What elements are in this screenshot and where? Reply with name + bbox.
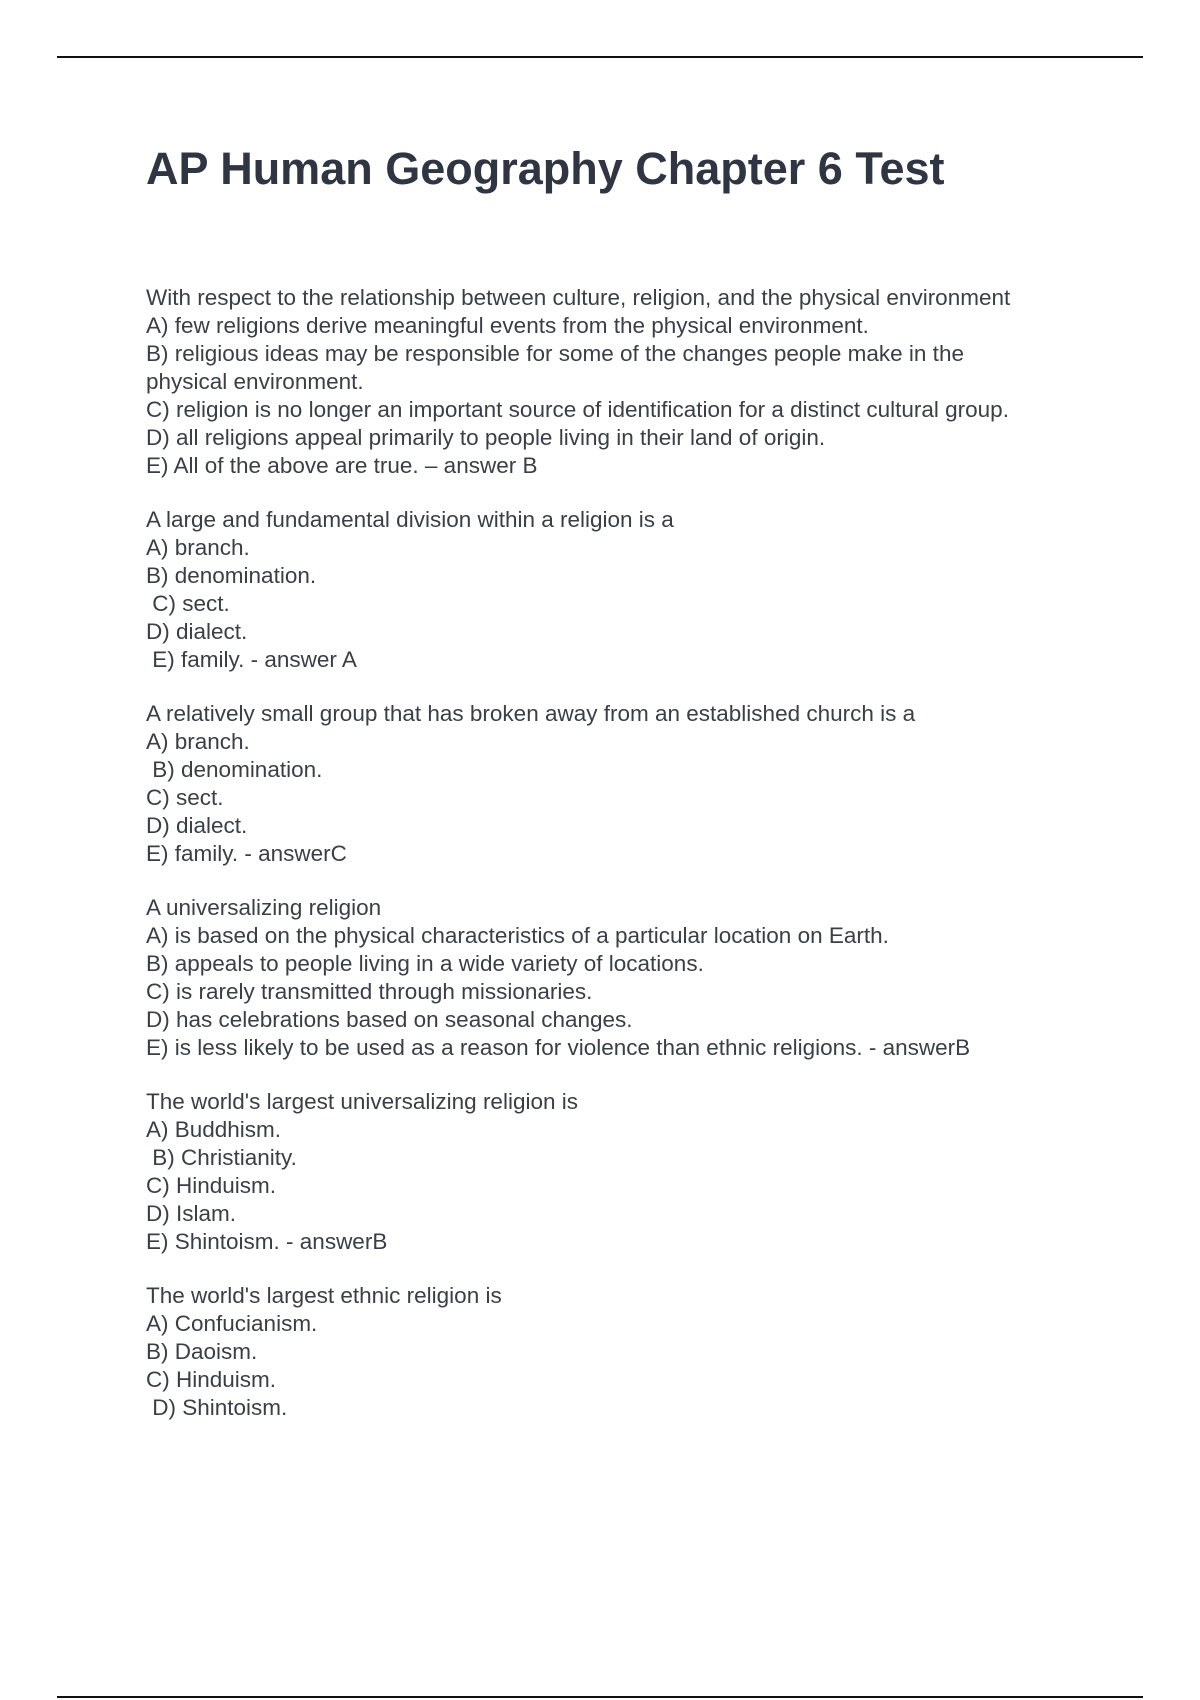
- question-1-option-b: B) religious ideas may be responsible for some of the changes people make in the: [146, 341, 964, 366]
- question-5-option-b: B) Christianity.: [146, 1145, 297, 1170]
- question-2-option-a: A) branch.: [146, 535, 250, 560]
- question-1-option-c: C) religion is no longer an important source of identification for a distinct cultural group.: [146, 397, 1009, 422]
- top-divider: [57, 56, 1143, 58]
- question-list: [146, 284, 1146, 1448]
- question-5-option-d: D) Islam.: [146, 1201, 236, 1226]
- question-1-option-d: D) all religions appeal primarily to people living in their land of origin.: [146, 425, 826, 450]
- question-3-option-d: D) dialect.: [146, 813, 248, 838]
- question-6-prompt: The world's largest ethnic religion is: [146, 1283, 502, 1308]
- question-block-3: [146, 700, 1146, 868]
- question-5-option-a: A) Buddhism.: [146, 1117, 282, 1142]
- question-2-option-b: B) denomination.: [146, 563, 317, 588]
- question-3-option-b: B) denomination.: [146, 757, 323, 782]
- question-3-option-a: A) branch.: [146, 729, 250, 754]
- question-3-option-e-answer: E) family. - answerC: [146, 841, 347, 866]
- question-block-5: [146, 1088, 1146, 1256]
- question-1-prompt: With respect to the relationship between culture, religion, and the physical environment: [146, 285, 1011, 310]
- question-block-4: [146, 894, 1146, 1062]
- question-2-prompt: A large and fundamental division within a religion is a: [146, 507, 674, 532]
- question-4-option-d: D) has celebrations based on seasonal changes.: [146, 1007, 633, 1032]
- question-block-2: [146, 506, 1146, 674]
- question-6-option-c: C) Hinduism.: [146, 1367, 277, 1392]
- question-2-option-d: D) dialect.: [146, 619, 248, 644]
- question-block-1: [146, 284, 1146, 480]
- question-6-option-d: D) Shintoism.: [146, 1395, 288, 1420]
- question-3-option-c: C) sect.: [146, 785, 224, 810]
- question-1-option-a: A) few religions derive meaningful events from the physical environment.: [146, 313, 869, 338]
- question-block-6: [146, 1282, 1146, 1422]
- question-5-option-e-answer: E) Shintoism. - answerB: [146, 1229, 388, 1254]
- question-4-option-b: B) appeals to people living in a wide variety of locations.: [146, 951, 704, 976]
- question-2-option-e-answer: E) family. - answer A: [146, 647, 357, 672]
- question-4-option-a: A) is based on the physical characteristics of a particular location on Earth.: [146, 923, 889, 948]
- bottom-divider: [57, 1696, 1143, 1698]
- question-6-option-b: B) Daoism.: [146, 1339, 258, 1364]
- question-4-option-c: C) is rarely transmitted through missionaries.: [146, 979, 593, 1004]
- question-1-option-b-continued: physical environment.: [146, 369, 364, 394]
- question-4-prompt: A universalizing religion: [146, 895, 382, 920]
- question-5-prompt: The world's largest universalizing religion is: [146, 1089, 578, 1114]
- page-title: AP Human Geography Chapter 6 Test: [146, 143, 945, 194]
- question-1-option-e-answer: E) All of the above are true. – answer B: [146, 453, 538, 478]
- question-4-option-e-answer: E) is less likely to be used as a reason for violence than ethnic religions. - answerB: [146, 1035, 971, 1060]
- question-3-prompt: A relatively small group that has broken away from an established church is a: [146, 701, 916, 726]
- question-5-option-c: C) Hinduism.: [146, 1173, 277, 1198]
- question-2-option-c: C) sect.: [146, 591, 230, 616]
- question-6-option-a: A) Confucianism.: [146, 1311, 318, 1336]
